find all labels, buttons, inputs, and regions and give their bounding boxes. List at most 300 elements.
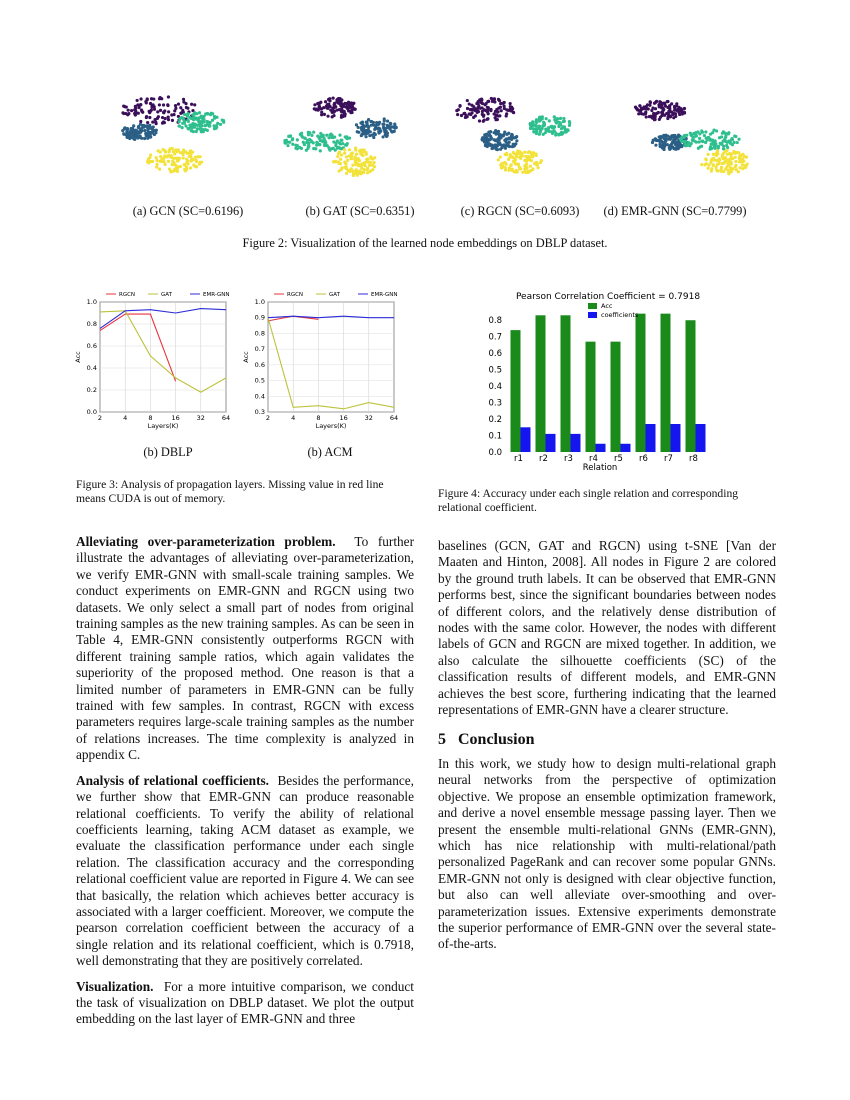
tsne-point xyxy=(644,112,647,115)
plot-frame xyxy=(268,302,394,412)
tsne-point xyxy=(371,134,374,137)
tsne-point xyxy=(463,112,466,115)
tsne-point xyxy=(700,163,703,166)
tsne-point xyxy=(354,148,357,151)
tsne-point xyxy=(356,171,359,174)
bar-coefficients-r4 xyxy=(596,444,606,452)
legend-label: EMR-GNN xyxy=(203,292,230,298)
tsne-point xyxy=(516,170,519,173)
tsne-point xyxy=(529,127,532,130)
tsne-point xyxy=(489,108,492,111)
tsne-point xyxy=(163,149,166,152)
tsne-point xyxy=(162,120,165,123)
tsne-point xyxy=(654,139,657,142)
tsne-point xyxy=(677,111,680,114)
tsne-point xyxy=(343,148,346,151)
tsne-point xyxy=(158,168,161,171)
tsne-point xyxy=(728,159,731,162)
tsne-point xyxy=(338,134,341,137)
tsne-point xyxy=(469,108,472,111)
tsne-point xyxy=(284,142,287,145)
bar-coefficients-r2 xyxy=(546,434,556,452)
tsne-point xyxy=(647,107,650,110)
tsne-point xyxy=(332,160,335,163)
tsne-point xyxy=(720,166,723,169)
tsne-point xyxy=(474,114,477,117)
x-tick-label: 16 xyxy=(339,414,348,422)
tsne-point xyxy=(355,153,358,156)
tsne-point xyxy=(192,163,195,166)
tsne-point xyxy=(653,118,656,121)
tsne-point xyxy=(701,131,704,134)
tsne-point xyxy=(499,136,502,139)
tsne-point xyxy=(736,141,739,144)
tsne-point xyxy=(502,104,505,107)
tsne-point xyxy=(195,159,198,162)
tsne-point xyxy=(488,134,491,137)
tsne-point xyxy=(505,108,508,111)
tsne-point xyxy=(562,117,565,120)
tsne-panel-1 xyxy=(121,95,225,173)
tsne-point xyxy=(357,126,360,129)
tsne-point xyxy=(691,137,694,140)
legend-label: Acc xyxy=(601,302,613,310)
tsne-point xyxy=(464,116,467,119)
tsne-point xyxy=(161,116,164,119)
bar-acc-r3 xyxy=(561,315,571,452)
tsne-point xyxy=(156,110,159,113)
tsne-point xyxy=(316,109,319,112)
tsne-point xyxy=(205,120,208,123)
tsne-point xyxy=(492,138,495,141)
y-tick-label: 1.0 xyxy=(254,298,265,306)
y-tick-label: 0.5 xyxy=(488,365,502,376)
paragraph-conclusion: In this work, we study how to design multi-relational graph neural networks from the perspective of optimization objective. We propose an ensemble optimization framework, and derive a novel ensemble message passing layer. Then we present the ensemble multi-relational GNNs (EMR-GNN), which has nice relationship with multi-relational/path personalized PageRank and can recover some popular GNNs. EMR-GNN not only is designed with clear objective function, but also can well alleviate over-smoothing and over-parameterization issues. Extensive experiments demonstrate the superior performance of EMR-GNN over the several state-of-the-arts. xyxy=(438,755,776,952)
tsne-point xyxy=(688,144,691,147)
tsne-point xyxy=(540,117,543,120)
legend-label: GAT xyxy=(161,292,172,298)
tsne-point xyxy=(186,118,189,121)
tsne-point xyxy=(308,131,311,134)
tsne-point xyxy=(698,137,701,140)
bar-acc-r1 xyxy=(511,330,521,452)
tsne-point xyxy=(158,103,161,106)
tsne-point xyxy=(173,152,176,155)
tsne-point xyxy=(720,170,723,173)
tsne-point xyxy=(655,100,658,103)
tsne-point xyxy=(185,106,188,109)
figure-2c-subcaption: (c) RGCN (SC=0.6093) xyxy=(460,204,580,218)
tsne-point xyxy=(332,140,335,143)
tsne-point xyxy=(479,107,482,110)
tsne-point xyxy=(173,109,176,112)
tsne-point xyxy=(687,141,690,144)
tsne-point xyxy=(173,163,176,166)
tsne-point xyxy=(333,135,336,138)
tsne-point xyxy=(361,122,364,125)
x-tick-label: 4 xyxy=(123,414,128,422)
tsne-point xyxy=(523,151,526,154)
tsne-point xyxy=(222,119,225,122)
tsne-point xyxy=(136,103,139,106)
tsne-point xyxy=(498,99,501,102)
tsne-point xyxy=(503,161,506,164)
tsne-point xyxy=(485,133,488,136)
tsne-point xyxy=(694,132,697,135)
tsne-point xyxy=(143,129,146,132)
paragraph-visualization xyxy=(76,979,414,1028)
x-axis-label: Relation xyxy=(582,463,618,473)
x-tick-label: r5 xyxy=(614,454,623,464)
tsne-point xyxy=(130,127,133,130)
tsne-point xyxy=(167,95,170,98)
tsne-point xyxy=(339,158,342,161)
tsne-point xyxy=(659,144,662,147)
x-tick-label: 32 xyxy=(196,414,205,422)
tsne-point xyxy=(499,102,502,105)
tsne-point xyxy=(568,124,571,127)
legend-label: RGCN xyxy=(287,292,304,298)
tsne-point xyxy=(139,120,142,123)
tsne-point xyxy=(707,167,710,170)
tsne-point xyxy=(509,102,512,105)
tsne-point xyxy=(149,133,152,136)
bar-coefficients-r5 xyxy=(621,444,631,452)
tsne-point xyxy=(327,98,330,101)
y-tick-label: 0.7 xyxy=(488,332,502,343)
tsne-point xyxy=(554,131,557,134)
tsne-point xyxy=(340,153,343,156)
tsne-point xyxy=(737,170,740,173)
tsne-point xyxy=(373,165,376,168)
tsne-point xyxy=(374,126,377,129)
tsne-point xyxy=(137,112,140,115)
tsne-point xyxy=(331,147,334,150)
tsne-point xyxy=(737,138,740,141)
tsne-point xyxy=(541,127,544,130)
bar-coefficients-r3 xyxy=(571,434,581,452)
tsne-point xyxy=(727,172,730,175)
x-tick-label: 64 xyxy=(221,414,231,422)
tsne-point xyxy=(334,144,337,147)
tsne-point xyxy=(174,104,177,107)
tsne-point xyxy=(721,155,724,158)
tsne-point xyxy=(151,103,154,106)
tsne-point xyxy=(370,120,373,123)
tsne-point xyxy=(130,109,133,112)
tsne-point xyxy=(307,144,310,147)
tsne-point xyxy=(204,112,207,115)
tsne-point xyxy=(519,167,522,170)
tsne-point xyxy=(338,141,341,144)
tsne-panel-3 xyxy=(455,97,571,174)
tsne-point xyxy=(457,108,460,111)
tsne-point xyxy=(189,125,192,128)
tsne-point xyxy=(139,136,142,139)
tsne-point xyxy=(711,158,714,161)
tsne-point xyxy=(189,166,192,169)
tsne-point xyxy=(521,171,524,174)
tsne-point xyxy=(483,103,486,106)
x-tick-label: r7 xyxy=(664,454,673,464)
tsne-point xyxy=(724,159,727,162)
tsne-point xyxy=(490,97,493,100)
tsne-point xyxy=(537,166,540,169)
bar-acc-r6 xyxy=(636,314,646,452)
tsne-point xyxy=(460,114,463,117)
tsne-point xyxy=(717,145,720,148)
tsne-point xyxy=(197,120,200,123)
tsne-point xyxy=(139,103,142,106)
tsne-point xyxy=(333,102,336,105)
tsne-point xyxy=(501,162,504,165)
tsne-point xyxy=(167,160,170,163)
tsne-point xyxy=(312,147,315,150)
tsne-point xyxy=(359,149,362,152)
tsne-point xyxy=(651,141,654,144)
tsne-point xyxy=(730,168,733,171)
y-tick-label: 0.8 xyxy=(488,316,502,327)
tsne-point xyxy=(340,166,343,169)
tsne-point xyxy=(563,120,566,123)
y-tick-label: 0.6 xyxy=(488,349,502,360)
tsne-point xyxy=(545,117,548,120)
tsne-point xyxy=(715,168,718,171)
tsne-point xyxy=(146,137,149,140)
tsne-point xyxy=(718,136,721,139)
tsne-point xyxy=(182,149,185,152)
tsne-point xyxy=(200,114,203,117)
tsne-point xyxy=(182,156,185,159)
tsne-point xyxy=(215,125,218,128)
tsne-point xyxy=(551,126,554,129)
tsne-point xyxy=(141,124,144,127)
tsne-point xyxy=(152,97,155,100)
tsne-point xyxy=(523,159,526,162)
tsne-point xyxy=(507,136,510,139)
tsne-point xyxy=(670,110,673,113)
tsne-point xyxy=(710,167,713,170)
tsne-point xyxy=(319,135,322,138)
tsne-point xyxy=(171,119,174,122)
tsne-point xyxy=(663,104,666,107)
tsne-point xyxy=(340,114,343,117)
tsne-point xyxy=(341,142,344,145)
tsne-point xyxy=(343,152,346,155)
tsne-point xyxy=(151,127,154,130)
tsne-point xyxy=(529,165,532,168)
tsne-point xyxy=(547,126,550,129)
tsne-point xyxy=(697,147,700,150)
tsne-point xyxy=(711,131,714,134)
tsne-point xyxy=(673,141,676,144)
tsne-point xyxy=(738,166,741,169)
tsne-point xyxy=(713,147,716,150)
tsne-point xyxy=(323,113,326,116)
tsne-point xyxy=(296,138,299,141)
tsne-point xyxy=(480,97,483,100)
tsne-point xyxy=(160,160,163,163)
tsne-point xyxy=(310,134,313,137)
tsne-point xyxy=(174,169,177,172)
tsne-point xyxy=(319,149,322,152)
x-tick-label: 2 xyxy=(265,414,271,422)
tsne-point xyxy=(189,152,192,155)
section-title: Conclusion xyxy=(458,731,535,749)
tsne-point xyxy=(661,112,664,115)
paragraph-relational-coefficients xyxy=(76,773,414,970)
x-tick-label: 16 xyxy=(171,414,180,422)
tsne-point xyxy=(389,122,392,125)
tsne-point xyxy=(199,155,202,158)
tsne-point xyxy=(497,130,500,133)
tsne-point xyxy=(506,142,509,145)
bar-acc-r5 xyxy=(611,342,621,452)
tsne-point xyxy=(382,126,385,129)
tsne-point xyxy=(327,146,330,149)
tsne-point xyxy=(359,152,362,155)
tsne-point xyxy=(663,143,666,146)
tsne-point xyxy=(666,100,669,103)
x-tick-label: 8 xyxy=(316,414,321,422)
tsne-point xyxy=(366,171,369,174)
left-column xyxy=(76,534,414,1037)
tsne-point xyxy=(539,130,542,133)
tsne-point xyxy=(200,161,203,164)
tsne-point xyxy=(156,117,159,120)
tsne-point xyxy=(195,130,198,133)
tsne-point xyxy=(704,130,707,133)
tsne-point xyxy=(367,126,370,129)
tsne-point xyxy=(741,153,744,156)
tsne-point xyxy=(466,99,469,102)
tsne-point xyxy=(153,108,156,111)
tsne-point xyxy=(711,139,714,142)
tsne-point xyxy=(474,109,477,112)
tsne-point xyxy=(364,151,367,154)
tsne-point xyxy=(379,130,382,133)
tsne-point xyxy=(200,124,203,127)
tsne-point xyxy=(683,111,686,114)
tsne-point xyxy=(146,127,149,130)
tsne-point xyxy=(680,108,683,111)
tsne-point xyxy=(645,105,648,108)
bar-coefficients-r7 xyxy=(671,424,681,452)
tsne-point xyxy=(381,123,384,126)
tsne-point xyxy=(211,112,214,115)
tsne-point xyxy=(653,114,656,117)
tsne-point xyxy=(166,103,169,106)
tsne-point xyxy=(735,151,738,154)
tsne-point xyxy=(720,142,723,145)
bar-coefficients-r8 xyxy=(696,424,706,452)
tsne-point xyxy=(733,134,736,137)
tsne-point xyxy=(190,103,193,106)
tsne-point xyxy=(550,130,553,133)
tsne-point xyxy=(133,129,136,132)
tsne-point xyxy=(568,120,571,123)
tsne-point xyxy=(155,122,158,125)
tsne-point xyxy=(324,100,327,103)
tsne-point xyxy=(386,119,389,122)
tsne-point xyxy=(390,130,393,133)
tsne-point xyxy=(509,105,512,108)
tsne-point xyxy=(365,122,368,125)
tsne-point xyxy=(458,105,461,108)
tsne-point xyxy=(148,116,151,119)
tsne-point xyxy=(336,155,339,158)
tsne-point xyxy=(513,144,516,147)
tsne-point xyxy=(726,146,729,149)
tsne-point xyxy=(534,124,537,127)
tsne-point xyxy=(505,153,508,156)
tsne-point xyxy=(734,160,737,163)
tsne-point xyxy=(155,156,158,159)
tsne-point xyxy=(509,153,512,156)
tsne-point xyxy=(468,102,471,105)
tsne-point xyxy=(333,110,336,113)
series-line-gat xyxy=(268,318,394,409)
tsne-point xyxy=(334,149,337,152)
y-axis-label: Acc xyxy=(242,351,250,363)
figure-2-caption: Figure 2: Visualization of the learned node embeddings on DBLP dataset. xyxy=(242,236,608,250)
tsne-point xyxy=(706,139,709,142)
tsne-point xyxy=(139,97,142,100)
tsne-point xyxy=(391,125,394,128)
tsne-point xyxy=(708,163,711,166)
legend-swatch xyxy=(588,303,597,309)
tsne-point xyxy=(658,135,661,138)
tsne-point xyxy=(709,145,712,148)
tsne-point xyxy=(146,121,149,124)
y-tick-label: 0.3 xyxy=(254,408,265,416)
tsne-point xyxy=(155,166,158,169)
tsne-point xyxy=(291,137,294,140)
y-axis-label: Acc xyxy=(74,351,82,363)
tsne-point xyxy=(493,97,496,100)
tsne-point xyxy=(697,140,700,143)
tsne-point xyxy=(497,143,500,146)
tsne-point xyxy=(730,152,733,155)
tsne-point xyxy=(122,105,125,108)
y-tick-label: 0.4 xyxy=(254,392,265,401)
tsne-point xyxy=(183,113,186,116)
tsne-point xyxy=(649,101,652,104)
tsne-point xyxy=(332,114,335,117)
tsne-point xyxy=(151,120,154,123)
tsne-point xyxy=(638,104,641,107)
tsne-point xyxy=(639,109,642,112)
legend-label: coefficients xyxy=(601,311,639,319)
tsne-point xyxy=(486,141,489,144)
bar-acc-r8 xyxy=(686,320,696,452)
tsne-point xyxy=(345,155,348,158)
tsne-point xyxy=(139,128,142,131)
tsne-point xyxy=(369,169,372,172)
tsne-point xyxy=(136,99,139,102)
tsne-point xyxy=(191,122,194,125)
tsne-point xyxy=(343,102,346,105)
tsne-point xyxy=(121,111,124,114)
tsne-point xyxy=(669,115,672,118)
tsne-point xyxy=(185,168,188,171)
tsne-point xyxy=(524,155,527,158)
tsne-point xyxy=(127,112,130,115)
tsne-point xyxy=(348,148,351,151)
tsne-point xyxy=(706,153,709,156)
tsne-point xyxy=(193,103,196,106)
tsne-point xyxy=(305,149,308,152)
